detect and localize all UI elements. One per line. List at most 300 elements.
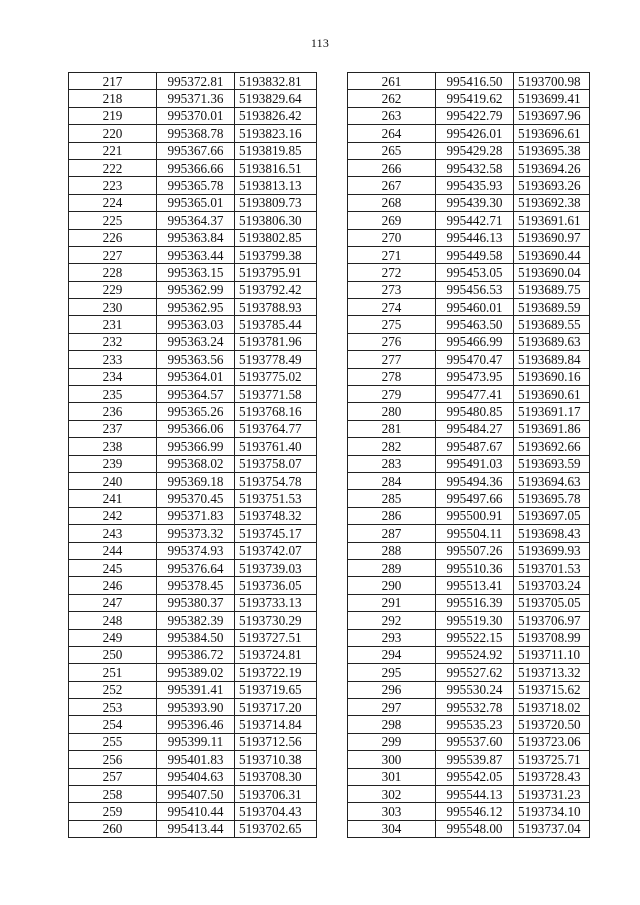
table-row [69, 281, 317, 298]
point-number-cell: 261 [348, 73, 436, 90]
table-row [348, 264, 590, 281]
point-number-cell: 247 [69, 594, 157, 611]
table-row [69, 490, 317, 507]
table-row [348, 594, 590, 611]
table-row [348, 612, 590, 629]
table-row [69, 472, 317, 489]
y-coordinate-cell: 5193690.61 [514, 386, 590, 403]
y-coordinate-cell: 5193697.05 [514, 507, 590, 524]
point-number-cell: 253 [69, 699, 157, 716]
table-row [348, 733, 590, 750]
y-coordinate-cell: 5193719.65 [235, 681, 317, 698]
point-number-cell: 246 [69, 577, 157, 594]
table-row [69, 229, 317, 246]
x-coordinate-cell: 995463.50 [436, 316, 514, 333]
table-row [69, 107, 317, 124]
x-coordinate-cell: 995410.44 [157, 803, 235, 820]
table-row [348, 386, 590, 403]
table-row [348, 559, 590, 576]
table-row [69, 333, 317, 350]
table-row [348, 177, 590, 194]
x-coordinate-cell: 995363.84 [157, 229, 235, 246]
y-coordinate-cell: 5193695.38 [514, 142, 590, 159]
table-row [69, 316, 317, 333]
point-number-cell: 273 [348, 281, 436, 298]
y-coordinate-cell: 5193724.81 [235, 646, 317, 663]
point-number-cell: 218 [69, 90, 157, 107]
y-coordinate-cell: 5193708.99 [514, 629, 590, 646]
point-number-cell: 283 [348, 455, 436, 472]
x-coordinate-cell: 995522.15 [436, 629, 514, 646]
point-number-cell: 294 [348, 646, 436, 663]
point-number-cell: 268 [348, 194, 436, 211]
point-number-cell: 276 [348, 333, 436, 350]
x-coordinate-cell: 995376.64 [157, 559, 235, 576]
y-coordinate-cell: 5193781.96 [235, 333, 317, 350]
table-row [348, 333, 590, 350]
x-coordinate-cell: 995363.03 [157, 316, 235, 333]
x-coordinate-cell: 995378.45 [157, 577, 235, 594]
table-row [69, 716, 317, 733]
table-row [69, 751, 317, 768]
point-number-cell: 226 [69, 229, 157, 246]
x-coordinate-cell: 995371.36 [157, 90, 235, 107]
x-coordinate-cell: 995460.01 [436, 299, 514, 316]
x-coordinate-cell: 995507.26 [436, 542, 514, 559]
x-coordinate-cell: 995382.39 [157, 612, 235, 629]
y-coordinate-cell: 5193690.04 [514, 264, 590, 281]
x-coordinate-cell: 995480.85 [436, 403, 514, 420]
x-coordinate-cell: 995494.36 [436, 472, 514, 489]
point-number-cell: 251 [69, 664, 157, 681]
x-coordinate-cell: 995513.41 [436, 577, 514, 594]
table-row [69, 768, 317, 785]
x-coordinate-cell: 995374.93 [157, 542, 235, 559]
x-coordinate-cell: 995532.78 [436, 699, 514, 716]
table-row [348, 212, 590, 229]
y-coordinate-cell: 5193711.10 [514, 646, 590, 663]
y-coordinate-cell: 5193819.85 [235, 142, 317, 159]
x-coordinate-cell: 995404.63 [157, 768, 235, 785]
table-row [69, 386, 317, 403]
point-number-cell: 299 [348, 733, 436, 750]
point-number-cell: 225 [69, 212, 157, 229]
point-number-cell: 290 [348, 577, 436, 594]
point-number-cell: 267 [348, 177, 436, 194]
x-coordinate-cell: 995544.13 [436, 786, 514, 803]
table-row [348, 142, 590, 159]
y-coordinate-cell: 5193715.62 [514, 681, 590, 698]
table-row [348, 681, 590, 698]
table-row [348, 490, 590, 507]
point-number-cell: 275 [348, 316, 436, 333]
point-number-cell: 237 [69, 420, 157, 437]
point-number-cell: 234 [69, 368, 157, 385]
point-number-cell: 238 [69, 438, 157, 455]
y-coordinate-cell: 5193751.53 [235, 490, 317, 507]
x-coordinate-cell: 995386.72 [157, 646, 235, 663]
y-coordinate-cell: 5193806.30 [235, 212, 317, 229]
x-coordinate-cell: 995401.83 [157, 751, 235, 768]
point-number-cell: 252 [69, 681, 157, 698]
y-coordinate-cell: 5193748.32 [235, 507, 317, 524]
y-coordinate-cell: 5193703.24 [514, 577, 590, 594]
x-coordinate-cell: 995399.11 [157, 733, 235, 750]
x-coordinate-cell: 995542.05 [436, 768, 514, 785]
y-coordinate-cell: 5193720.50 [514, 716, 590, 733]
x-coordinate-cell: 995539.87 [436, 751, 514, 768]
x-coordinate-cell: 995363.24 [157, 333, 235, 350]
x-coordinate-cell: 995426.01 [436, 125, 514, 142]
point-number-cell: 227 [69, 246, 157, 263]
y-coordinate-cell: 5193802.85 [235, 229, 317, 246]
y-coordinate-cell: 5193832.81 [235, 73, 317, 90]
table-row [348, 420, 590, 437]
x-coordinate-cell: 995470.47 [436, 351, 514, 368]
y-coordinate-cell: 5193698.43 [514, 525, 590, 542]
point-number-cell: 219 [69, 107, 157, 124]
point-number-cell: 262 [348, 90, 436, 107]
x-coordinate-cell: 995365.78 [157, 177, 235, 194]
x-coordinate-cell: 995407.50 [157, 786, 235, 803]
table-row [69, 246, 317, 263]
x-coordinate-cell: 995366.99 [157, 438, 235, 455]
point-number-cell: 266 [348, 159, 436, 176]
y-coordinate-cell: 5193706.31 [235, 786, 317, 803]
y-coordinate-cell: 5193731.23 [514, 786, 590, 803]
y-coordinate-cell: 5193699.41 [514, 90, 590, 107]
table-row [348, 90, 590, 107]
x-coordinate-cell: 995364.37 [157, 212, 235, 229]
point-number-cell: 271 [348, 246, 436, 263]
table-row [348, 699, 590, 716]
y-coordinate-cell: 5193788.93 [235, 299, 317, 316]
point-number-cell: 282 [348, 438, 436, 455]
table-row [69, 194, 317, 211]
point-number-cell: 298 [348, 716, 436, 733]
x-coordinate-cell: 995516.39 [436, 594, 514, 611]
table-row [348, 768, 590, 785]
table-row [69, 681, 317, 698]
point-number-cell: 243 [69, 525, 157, 542]
y-coordinate-cell: 5193764.77 [235, 420, 317, 437]
table-row [69, 577, 317, 594]
y-coordinate-cell: 5193823.16 [235, 125, 317, 142]
y-coordinate-cell: 5193713.32 [514, 664, 590, 681]
table-row [348, 281, 590, 298]
x-coordinate-cell: 995365.26 [157, 403, 235, 420]
y-coordinate-cell: 5193761.40 [235, 438, 317, 455]
point-number-cell: 221 [69, 142, 157, 159]
point-number-cell: 303 [348, 803, 436, 820]
point-number-cell: 301 [348, 768, 436, 785]
point-number-cell: 217 [69, 73, 157, 90]
y-coordinate-cell: 5193775.02 [235, 368, 317, 385]
table-row [348, 246, 590, 263]
table-row [69, 664, 317, 681]
table-row [348, 786, 590, 803]
y-coordinate-cell: 5193745.17 [235, 525, 317, 542]
point-number-cell: 281 [348, 420, 436, 437]
y-coordinate-cell: 5193714.84 [235, 716, 317, 733]
point-number-cell: 302 [348, 786, 436, 803]
x-coordinate-cell: 995500.91 [436, 507, 514, 524]
x-coordinate-cell: 995519.30 [436, 612, 514, 629]
point-number-cell: 249 [69, 629, 157, 646]
table-row [69, 559, 317, 576]
y-coordinate-cell: 5193690.97 [514, 229, 590, 246]
x-coordinate-cell: 995449.58 [436, 246, 514, 263]
y-coordinate-cell: 5193695.78 [514, 490, 590, 507]
table-row [69, 125, 317, 142]
point-number-cell: 220 [69, 125, 157, 142]
x-coordinate-cell: 995504.11 [436, 525, 514, 542]
table-row [348, 507, 590, 524]
x-coordinate-cell: 995380.37 [157, 594, 235, 611]
y-coordinate-cell: 5193727.51 [235, 629, 317, 646]
point-number-cell: 258 [69, 786, 157, 803]
x-coordinate-cell: 995368.78 [157, 125, 235, 142]
table-row [348, 716, 590, 733]
x-coordinate-cell: 995364.57 [157, 386, 235, 403]
y-coordinate-cell: 5193696.61 [514, 125, 590, 142]
point-number-cell: 245 [69, 559, 157, 576]
point-number-cell: 235 [69, 386, 157, 403]
x-coordinate-cell: 995372.81 [157, 73, 235, 90]
table-row [348, 646, 590, 663]
y-coordinate-cell: 5193693.59 [514, 455, 590, 472]
table-row [69, 159, 317, 176]
table-row [69, 90, 317, 107]
x-coordinate-cell: 995396.46 [157, 716, 235, 733]
y-coordinate-cell: 5193691.86 [514, 420, 590, 437]
point-number-cell: 230 [69, 299, 157, 316]
x-coordinate-cell: 995365.01 [157, 194, 235, 211]
table-row [348, 820, 590, 837]
y-coordinate-cell: 5193699.93 [514, 542, 590, 559]
point-number-cell: 264 [348, 125, 436, 142]
y-coordinate-cell: 5193754.78 [235, 472, 317, 489]
x-coordinate-cell: 995484.27 [436, 420, 514, 437]
table-row [69, 612, 317, 629]
table-row [69, 177, 317, 194]
table-row [69, 594, 317, 611]
table-row [69, 786, 317, 803]
table-row [69, 299, 317, 316]
point-number-cell: 284 [348, 472, 436, 489]
y-coordinate-cell: 5193717.20 [235, 699, 317, 716]
x-coordinate-cell: 995432.58 [436, 159, 514, 176]
y-coordinate-cell: 5193799.38 [235, 246, 317, 263]
table-row [348, 73, 590, 90]
y-coordinate-cell: 5193692.38 [514, 194, 590, 211]
coordinates-table-left [68, 72, 317, 838]
point-number-cell: 255 [69, 733, 157, 750]
table-row [69, 803, 317, 820]
y-coordinate-cell: 5193694.63 [514, 472, 590, 489]
table-row [348, 438, 590, 455]
point-number-cell: 232 [69, 333, 157, 350]
y-coordinate-cell: 5193689.84 [514, 351, 590, 368]
y-coordinate-cell: 5193725.71 [514, 751, 590, 768]
point-number-cell: 269 [348, 212, 436, 229]
x-coordinate-cell: 995393.90 [157, 699, 235, 716]
x-coordinate-cell: 995368.02 [157, 455, 235, 472]
y-coordinate-cell: 5193816.51 [235, 159, 317, 176]
point-number-cell: 295 [348, 664, 436, 681]
table-row [69, 351, 317, 368]
table-row [69, 142, 317, 159]
point-number-cell: 250 [69, 646, 157, 663]
point-number-cell: 233 [69, 351, 157, 368]
table-row [348, 194, 590, 211]
point-number-cell: 242 [69, 507, 157, 524]
x-coordinate-cell: 995453.05 [436, 264, 514, 281]
page-number: 113 [310, 36, 330, 50]
y-coordinate-cell: 5193704.43 [235, 803, 317, 820]
point-number-cell: 228 [69, 264, 157, 281]
x-coordinate-cell: 995548.00 [436, 820, 514, 837]
table-row [69, 629, 317, 646]
x-coordinate-cell: 995527.62 [436, 664, 514, 681]
point-number-cell: 256 [69, 751, 157, 768]
point-number-cell: 278 [348, 368, 436, 385]
y-coordinate-cell: 5193722.19 [235, 664, 317, 681]
point-number-cell: 229 [69, 281, 157, 298]
point-number-cell: 297 [348, 699, 436, 716]
point-number-cell: 240 [69, 472, 157, 489]
table-row [348, 299, 590, 316]
x-coordinate-cell: 995442.71 [436, 212, 514, 229]
point-number-cell: 231 [69, 316, 157, 333]
y-coordinate-cell: 5193768.16 [235, 403, 317, 420]
x-coordinate-cell: 995367.66 [157, 142, 235, 159]
coordinates-table-right [347, 72, 590, 838]
x-coordinate-cell: 995530.24 [436, 681, 514, 698]
x-coordinate-cell: 995363.56 [157, 351, 235, 368]
y-coordinate-cell: 5193691.61 [514, 212, 590, 229]
y-coordinate-cell: 5193826.42 [235, 107, 317, 124]
point-number-cell: 280 [348, 403, 436, 420]
y-coordinate-cell: 5193691.17 [514, 403, 590, 420]
point-number-cell: 274 [348, 299, 436, 316]
table-row [69, 455, 317, 472]
point-number-cell: 289 [348, 559, 436, 576]
table-row [348, 316, 590, 333]
point-number-cell: 241 [69, 490, 157, 507]
y-coordinate-cell: 5193829.64 [235, 90, 317, 107]
y-coordinate-cell: 5193701.53 [514, 559, 590, 576]
y-coordinate-cell: 5193710.38 [235, 751, 317, 768]
x-coordinate-cell: 995429.28 [436, 142, 514, 159]
table-row [348, 107, 590, 124]
y-coordinate-cell: 5193737.04 [514, 820, 590, 837]
x-coordinate-cell: 995363.15 [157, 264, 235, 281]
point-number-cell: 272 [348, 264, 436, 281]
y-coordinate-cell: 5193730.29 [235, 612, 317, 629]
y-coordinate-cell: 5193739.03 [235, 559, 317, 576]
x-coordinate-cell: 995497.66 [436, 490, 514, 507]
point-number-cell: 248 [69, 612, 157, 629]
x-coordinate-cell: 995439.30 [436, 194, 514, 211]
table-row [69, 264, 317, 281]
x-coordinate-cell: 995391.41 [157, 681, 235, 698]
point-number-cell: 304 [348, 820, 436, 837]
table-row [69, 542, 317, 559]
table-row [348, 803, 590, 820]
point-number-cell: 292 [348, 612, 436, 629]
table-row [348, 455, 590, 472]
point-number-cell: 259 [69, 803, 157, 820]
x-coordinate-cell: 995366.06 [157, 420, 235, 437]
y-coordinate-cell: 5193778.49 [235, 351, 317, 368]
x-coordinate-cell: 995370.01 [157, 107, 235, 124]
x-coordinate-cell: 995524.92 [436, 646, 514, 663]
x-coordinate-cell: 995537.60 [436, 733, 514, 750]
point-number-cell: 224 [69, 194, 157, 211]
table-row [69, 733, 317, 750]
table-row [348, 229, 590, 246]
table-row [348, 368, 590, 385]
table-row [69, 403, 317, 420]
y-coordinate-cell: 5193728.43 [514, 768, 590, 785]
point-number-cell: 285 [348, 490, 436, 507]
x-coordinate-cell: 995362.95 [157, 299, 235, 316]
x-coordinate-cell: 995413.44 [157, 820, 235, 837]
y-coordinate-cell: 5193689.55 [514, 316, 590, 333]
x-coordinate-cell: 995456.53 [436, 281, 514, 298]
table-row [69, 212, 317, 229]
y-coordinate-cell: 5193742.07 [235, 542, 317, 559]
point-number-cell: 270 [348, 229, 436, 246]
point-number-cell: 300 [348, 751, 436, 768]
y-coordinate-cell: 5193733.13 [235, 594, 317, 611]
y-coordinate-cell: 5193708.30 [235, 768, 317, 785]
y-coordinate-cell: 5193771.58 [235, 386, 317, 403]
table-row [348, 577, 590, 594]
y-coordinate-cell: 5193692.66 [514, 438, 590, 455]
point-number-cell: 257 [69, 768, 157, 785]
y-coordinate-cell: 5193693.26 [514, 177, 590, 194]
table-row [348, 125, 590, 142]
table-row [348, 351, 590, 368]
table-row [69, 420, 317, 437]
x-coordinate-cell: 995473.95 [436, 368, 514, 385]
y-coordinate-cell: 5193758.07 [235, 455, 317, 472]
x-coordinate-cell: 995366.66 [157, 159, 235, 176]
x-coordinate-cell: 995419.62 [436, 90, 514, 107]
table-row [348, 403, 590, 420]
y-coordinate-cell: 5193690.44 [514, 246, 590, 263]
point-number-cell: 244 [69, 542, 157, 559]
y-coordinate-cell: 5193689.75 [514, 281, 590, 298]
x-coordinate-cell: 995370.45 [157, 490, 235, 507]
x-coordinate-cell: 995384.50 [157, 629, 235, 646]
x-coordinate-cell: 995416.50 [436, 73, 514, 90]
y-coordinate-cell: 5193813.13 [235, 177, 317, 194]
x-coordinate-cell: 995466.99 [436, 333, 514, 350]
table-row [348, 472, 590, 489]
x-coordinate-cell: 995362.99 [157, 281, 235, 298]
y-coordinate-cell: 5193795.91 [235, 264, 317, 281]
y-coordinate-cell: 5193809.73 [235, 194, 317, 211]
x-coordinate-cell: 995371.83 [157, 507, 235, 524]
x-coordinate-cell: 995422.79 [436, 107, 514, 124]
point-number-cell: 222 [69, 159, 157, 176]
x-coordinate-cell: 995510.36 [436, 559, 514, 576]
y-coordinate-cell: 5193689.59 [514, 299, 590, 316]
table-row [69, 438, 317, 455]
